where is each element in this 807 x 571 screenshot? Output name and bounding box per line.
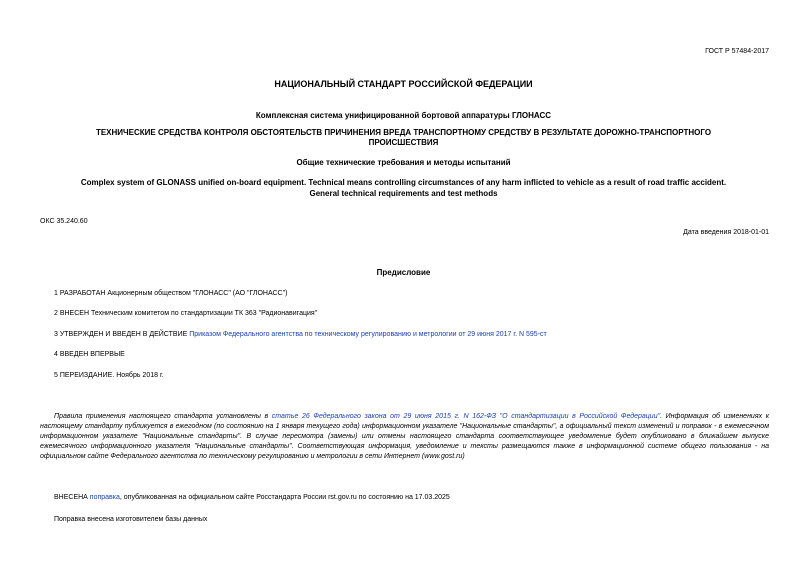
english-title-line-1: Complex system of GLONASS unified on-board equipment. Technical means controlling circumstances of any harm inflicted to vehicle as a result of road traffic accident. [80, 178, 727, 187]
rules-text-1: Правила применения настоящего стандарта установлены в [54, 413, 272, 420]
amendment-link[interactable]: поправка [89, 494, 120, 501]
introduction-date: Дата введения 2018-01-01 [683, 229, 769, 236]
main-title-line-1: ТЕХНИЧЕСКИЕ СРЕДСТВА КОНТРОЛЯ ОБСТОЯТЕЛЬСТВ ПРИЧИНЕНИЯ ВРЕДА ТРАНСПОРТНОМУ СРЕДСТВУ В РЕЗУЛЬТАТЕ ДОРОЖНО-ТРАНСПОРТНОГО [95, 128, 712, 137]
foreword-item-2: 2 ВНЕСЕН Техническим комитетом по стандартизации ТК 363 "Радионавигация" [54, 310, 318, 317]
standard-title: НАЦИОНАЛЬНЫЙ СТАНДАРТ РОССИЙСКОЙ ФЕДЕРАЦИИ [274, 79, 533, 89]
amendment-prefix: ВНЕСЕНА [54, 494, 90, 501]
foreword-item-3 [54, 331, 547, 338]
rules-paragraph [40, 412, 769, 462]
foreword-item-4: 4 ВВЕДЕН ВПЕРВЫЕ [54, 351, 125, 358]
foreword-item-5: 5 ПЕРЕИЗДАНИЕ. Ноябрь 2018 г. [54, 372, 164, 379]
order-link[interactable]: Приказом Федерального агентства по техническому регулированию и метрологии от 29 июня 2017 г. N 595-ст [189, 331, 547, 338]
rules-text-2: . Информация об изменениях к настоящему стандарту публикуется в ежегодном (по состоянию на 1 января текущего года) информационном указателе "Национальные стандарты", а официальный текст изменений и поправок - в ежемесячном информационном указателе "Национальные стандарты". В случае пересмотра (замены) или отмены настоящего стандарта соответствующее уведомление будет опубликовано в ближайшем выпуске ежемесячного информационного указателя "Национальные стандарты". Соответствующая информация, уведомление и тексты размещаются также в информационной системе общего пользования - на официальном сайте Федерального агентства по техническому регулированию и метрологии в сети Интернет (www.gost.ru) [40, 413, 769, 460]
amendment-suffix: , опубликованная на официальном сайте Росстандарта России rst.gov.ru по состоянию на 17.03.2025 [119, 494, 450, 501]
foreword-item-1: 1 РАЗРАБОТАН Акционерным обществом "ГЛОНАСС" (АО "ГЛОНАСС") [54, 290, 288, 297]
foreword-item-3-text: 3 УТВЕРЖДЕН И ВВЕДЕН В ДЕЙСТВИЕ [54, 331, 190, 338]
document-code: ГОСТ Р 57484-2017 [705, 48, 769, 55]
main-title [40, 128, 767, 148]
amendment-note: Поправка внесена изготовителем базы данных [54, 516, 208, 523]
main-title-line-2: ПРОИСШЕСТВИЯ [368, 138, 439, 147]
subtitle: Общие технические требования и методы испытаний [296, 158, 511, 167]
amendment-line [54, 494, 450, 501]
federal-law-link[interactable]: статье 26 Федерального закона от 29 июня 2015 г. N 162-ФЗ "О стандартизации в Российской Федерации" [271, 413, 661, 420]
foreword-heading: Предисловие [376, 268, 431, 277]
english-title [40, 177, 767, 199]
system-title: Комплексная система унифицированной бортовой аппаратуры ГЛОНАСС [255, 111, 552, 120]
oks-code: ОКС 35.240.60 [40, 218, 88, 225]
english-title-line-2: General technical requirements and test methods [309, 189, 498, 198]
